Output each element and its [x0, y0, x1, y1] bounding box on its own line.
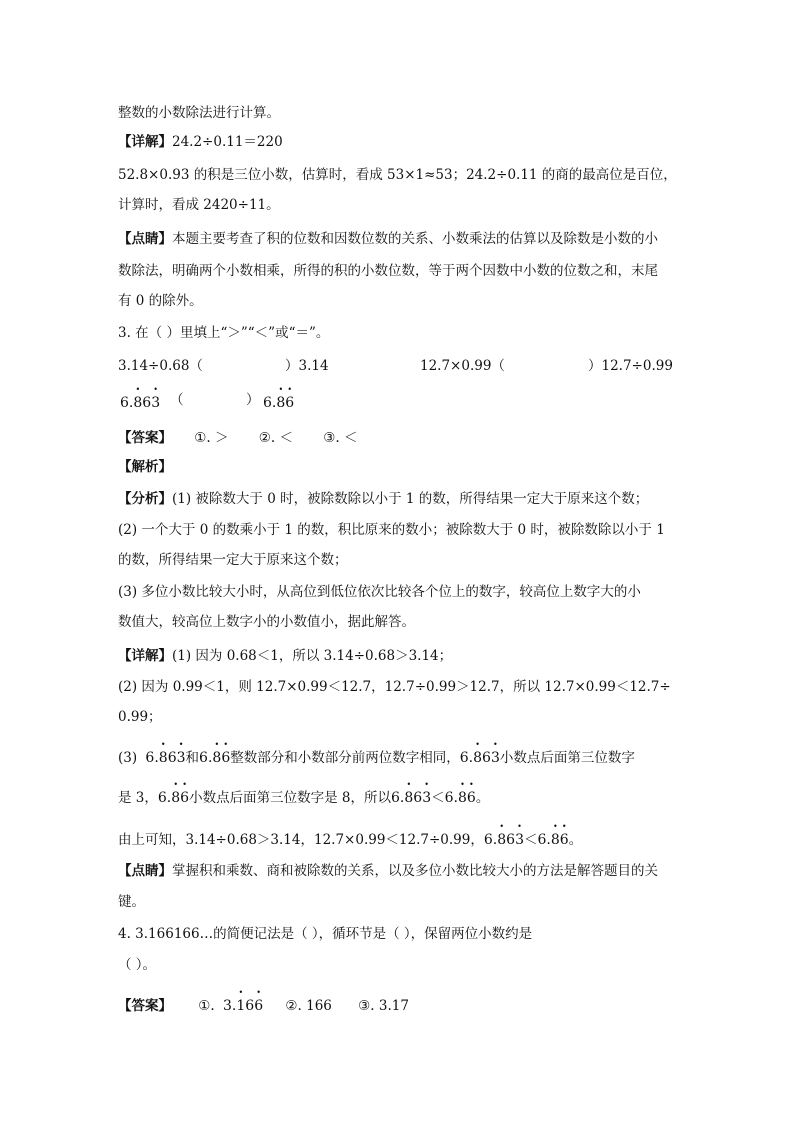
analysis-heading: 【解析】: [118, 459, 172, 475]
q3a-left: 3.14÷0.68（: [118, 358, 203, 374]
text-line: (2) 一个大于 0 的数乘小于 1 的数，积比原来的数小；被除数大于 0 时，被除数除以小于 1: [118, 522, 665, 538]
detail-line: [118, 133, 283, 151]
text-line: 键。: [118, 894, 145, 910]
q3c-paren-close: ）: [246, 392, 260, 408]
q3b-right: ）12.7÷0.99: [588, 358, 673, 374]
text-line: 0.99；: [118, 709, 162, 725]
detail-text: 24.2÷0.11＝220: [172, 134, 283, 150]
question-4: 4. 3.166166…的简便记法是（ ），循环节是（ ），保留两位小数约是: [118, 926, 533, 942]
detail-tag: 【详解】: [118, 648, 172, 664]
repeating-decimal: 3.• 16• 6: [223, 998, 263, 1014]
answer-tag: 【答案】: [118, 998, 172, 1014]
text-line: 的数，所得结果一定大于原来这个数；: [118, 552, 348, 568]
text-line: 计算时，看成 2420÷11。: [118, 197, 280, 213]
question-3: 3. 在（ ）里填上“＞”“＜”或“＝”。: [118, 325, 330, 341]
text-line: 数值大，较高位上数字小的小数值小，据此解答。: [118, 614, 415, 630]
detail-tag: 【详解】: [118, 134, 172, 150]
answer-1: ①. ＞: [194, 430, 229, 446]
summary-line: 由上可知，3.14÷0.68＞3.14，12.7×0.99＜12.7÷0.99，6.• 86• 3＜6.• 8• 6。: [118, 828, 582, 848]
comment-text: 本题主要考查了积的位数和因数位数的关系、小数乘法的估算以及除数是小数的小: [172, 231, 658, 247]
repeating-decimal: 6.• 86• 3: [120, 395, 160, 411]
text-line: 整数的小数除法进行计算。: [118, 105, 280, 121]
text-line: (2) 因为 0.99＜1，则 12.7×0.99＜12.7，12.7÷0.99＞12.7，所以 12.7×0.99＜12.7÷: [118, 679, 671, 695]
detail-line-3: (3) 6.• 86• 3和6.• 8• 6整数部分和小数部分前两位数字相同，6.• 86• 3小数点后面第三位数字: [118, 746, 635, 766]
comment-tag: 【点睛】: [118, 863, 172, 879]
q3c-left-number: [120, 392, 160, 411]
comment-tag: 【点睛】: [118, 231, 172, 247]
text-line: 有 0 的除外。: [118, 293, 203, 309]
comment-line: 【点睛】掌握积和乘数、商和被除数的关系，以及多位小数比较大小的方法是解答题目的关: [118, 863, 658, 879]
q3a-right: ）3.14: [285, 358, 329, 374]
answer-3: ③. ＜: [323, 430, 358, 446]
answer-2: ②. ＜: [258, 430, 293, 446]
text-line: 52.8×0.93 的积是三位小数，估算时，看成 53×1≈53；24.2÷0.11 的商的最高位是百位，: [118, 167, 677, 183]
text-line: (3) 多位小数比较大小时，从高位到低位依次比较各个位上的数字，较高位上数字大的小: [118, 584, 641, 600]
comment-line: [118, 230, 658, 248]
analysis-line: 【分析】(1) 被除数大于 0 时，被除数除以小于 1 的数，所得结果一定大于原来这个数；: [118, 491, 649, 507]
text-line: 数除法，明确两个小数相乘，所得的积的小数位数，等于两个因数中小数的位数之和，末尾: [118, 263, 658, 279]
repeating-decimal: 6.• 8• 6: [263, 395, 294, 411]
answer-row-4: 【答案】 ①. 3.• 16• 6 ②. 166 ③. 3.17: [118, 994, 409, 1014]
analysis-tag: 【分析】: [118, 491, 172, 507]
detail-line: 【详解】(1) 因为 0.68＜1，所以 3.14÷0.68＞3.14；: [118, 648, 453, 664]
q3c-paren-open: （: [170, 392, 184, 408]
q3c-right-number: [263, 392, 294, 411]
question-4-cont: （ ）。: [118, 957, 157, 973]
detail-line-4: 是 3，6.• 8• 6小数点后面第三位数字是 8，所以6.• 86• 3＜6.• 8• 6。: [118, 786, 489, 806]
answer-row: [118, 426, 357, 446]
q3b-left: 12.7×0.99（: [420, 358, 505, 374]
answer-tag: 【答案】: [118, 430, 172, 446]
